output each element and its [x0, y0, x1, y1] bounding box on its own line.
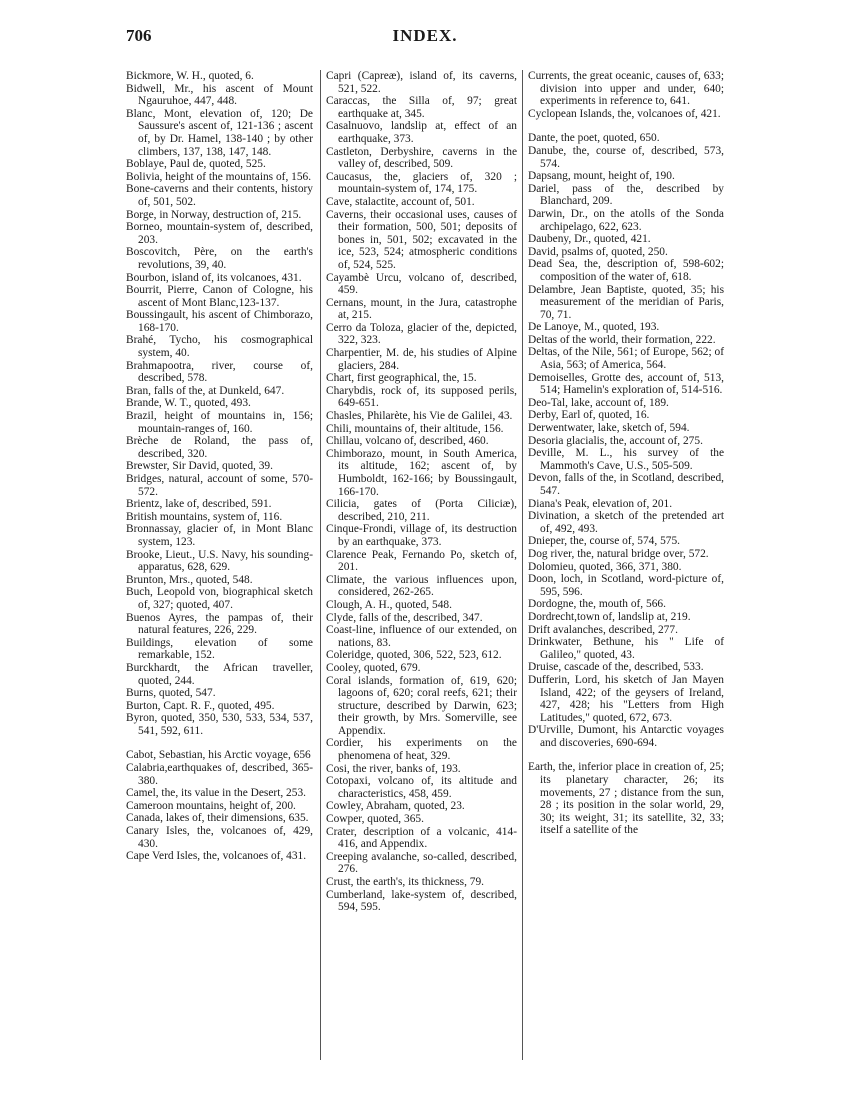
- index-entry: Cosi, the river, banks of, 193.: [326, 762, 461, 775]
- index-entry: Chart, first geographical, the, 15.: [326, 372, 477, 385]
- index-entry: Cilicia, gates of (Porta Ciliciæ), described, 210, 211.: [326, 498, 517, 523]
- index-entry: Burckhardt, the African traveller, quoted, 244.: [126, 661, 313, 687]
- index-entry: Caverns, their occasional uses, causes of their formation, 500, 501; deposits of bones in, 501, 502; excavated in the ice, 523, 524; atmospheric conditions of, 524, 525.: [326, 208, 517, 271]
- index-entry: Deville, M. L., his survey of the Mammoth's Cave, U.S., 505-509.: [528, 447, 724, 472]
- index-entry: Cave, stalactite, account of, 501.: [326, 195, 475, 208]
- index-entry: Brientz, lake of, described, 591.: [126, 498, 272, 511]
- index-entry: Cordier, his experiments on the phenomena of heat, 329.: [326, 737, 517, 763]
- index-entry: Brèche de Roland, the pass of, described, 320.: [126, 435, 313, 460]
- index-entry: Doon, loch, in Scotland, word-picture of, 595, 596.: [528, 573, 724, 598]
- index-entry: Caucasus, the, glaciers of, 320 ; mountain-system of, 174, 175.: [326, 170, 517, 196]
- index-entry: Dog river, the, natural bridge over, 572.: [528, 547, 709, 560]
- index-entry: Cooley, quoted, 679.: [326, 661, 421, 674]
- index-entry: David, psalms of, quoted, 250.: [528, 245, 668, 258]
- index-entry: Charybdis, rock of, its supposed perils, 649-651.: [326, 384, 517, 410]
- page-header: [0, 26, 850, 50]
- index-entry: Calabria,earthquakes of, described, 365-380.: [126, 762, 313, 787]
- index-entry: Drift avalanches, described, 277.: [528, 623, 678, 636]
- index-entry: Cayambè Urcu, volcano of, described, 459.: [326, 271, 517, 297]
- index-entry: Climate, the various influences upon, considered, 262-265.: [326, 573, 517, 599]
- index-entry: Bourbon, island of, its volcanoes, 431.: [126, 271, 302, 284]
- index-entry: Coral islands, formation of, 619, 620; lagoons of, 620; coral reefs, 621; their structure, described by Darwin, 623; their growth, by Mrs. Somerville, see Appendix.: [326, 674, 517, 737]
- index-entry: Brewster, Sir David, quoted, 39.: [126, 460, 273, 473]
- index-entry: Currents, the great oceanic, causes of, 633; division into upper and under, 640; experiments in reference to, 641.: [528, 70, 724, 108]
- index-entry: Clarence Peak, Fernando Po, sketch of, 201.: [326, 548, 517, 574]
- index-entry: Canada, lakes of, their dimensions, 635.: [126, 812, 309, 825]
- index-entry: Bran, falls of the, at Dunkeld, 647.: [126, 384, 285, 397]
- index-entry: Capri (Capreæ), island of, its caverns, 521, 522.: [326, 70, 517, 95]
- index-entry: Dnieper, the, course of, 574, 575.: [528, 535, 681, 548]
- index-entry: Brunton, Mrs., quoted, 548.: [126, 573, 253, 586]
- index-entry: Camel, the, its value in the Desert, 253.: [126, 787, 306, 800]
- index-entry: Cumberland, lake-system of, described, 594, 595.: [326, 888, 517, 914]
- index-entry: Demoiselles, Grotte des, account of, 513, 514; Hamelin's exploration of, 514-516.: [528, 371, 724, 397]
- index-entry: Cowper, quoted, 365.: [326, 813, 424, 826]
- index-entry: Dead Sea, the, description of, 598-602; composition of the water of, 618.: [528, 258, 724, 283]
- index-entry: Brahmapootra, river, course of, described, 578.: [126, 359, 313, 385]
- index-entry: Buenos Ayres, the pampas of, their natural features, 226, 229.: [126, 611, 313, 637]
- index-entry: Clyde, falls of the, described, 347.: [326, 611, 483, 624]
- index-column-3: [528, 70, 724, 837]
- index-entry: Casalnuovo, landslip at, effect of an earthquake, 373.: [326, 120, 517, 145]
- index-entry: Borneo, mountain-system of, described, 203.: [126, 221, 313, 246]
- index-entry: Deo-Tal, lake, account of, 189.: [528, 396, 669, 409]
- index-entry: Drinkwater, Bethune, his " Life of Galileo," quoted, 43.: [528, 636, 724, 661]
- index-entry: Dordrecht,town of, landslip at, 219.: [528, 610, 691, 623]
- index-entry: Chili, mountains of, their altitude, 156.: [326, 422, 504, 435]
- index-entry: Borge, in Norway, destruction of, 215.: [126, 208, 302, 221]
- column-divider: [320, 70, 321, 1060]
- index-entry: Dufferin, Lord, his sketch of Jan Mayen Island, 422; of the geysers of Ireland, 427, 428; his "Letters from High Latitudes," quoted, 672, 673.: [528, 673, 724, 724]
- index-entry: Bronnassay, glacier of, in Mont Blanc system, 123.: [126, 523, 313, 548]
- index-column-2: [326, 70, 517, 914]
- index-entry: Cowley, Abraham, quoted, 23.: [326, 800, 465, 813]
- index-entry: Burton, Capt. R. F., quoted, 495.: [126, 699, 275, 712]
- index-entry: Bidwell, Mr., his ascent of Mount Ngauruhoe, 447, 448.: [126, 82, 313, 108]
- index-entry: Brahé, Tycho, his cosmographical system, 40.: [126, 334, 313, 360]
- index-entry: Charpentier, M. de, his studies of Alpine glaciers, 284.: [326, 347, 517, 372]
- index-entry: Coast-line, influence of our extended, on nations, 83.: [326, 624, 517, 649]
- index-entry: Brooke, Lieut., U.S. Navy, his sounding-apparatus, 628, 629.: [126, 548, 313, 574]
- index-entry: Canary Isles, the, volcanoes of, 429, 430.: [126, 825, 313, 850]
- index-entry: Delambre, Jean Baptiste, quoted, 35; his measurement of the meridian of Paris, 70, 71.: [528, 283, 724, 321]
- index-entry: Boscovitch, Père, on the earth's revolutions, 39, 40.: [126, 246, 313, 271]
- index-entry: Desoria glacialis, the, account of, 275.: [528, 434, 703, 447]
- index-entry: Cinque-Frondi, village of, its destruction by an earthquake, 373.: [326, 523, 517, 548]
- index-entry: Bridges, natural, account of some, 570-572.: [126, 473, 313, 498]
- index-entry: Dante, the poet, quoted, 650.: [528, 132, 660, 145]
- index-entry: Cameroon mountains, height of, 200.: [126, 799, 296, 812]
- index-entry: Dordogne, the, mouth of, 566.: [528, 598, 666, 611]
- index-entry: Bourrit, Pierre, Canon of Cologne, his ascent of Mont Blanc,123-137.: [126, 284, 313, 309]
- index-entry: Bolivia, height of the mountains of, 156.: [126, 170, 312, 183]
- index-entry: Cernans, mount, in the Jura, catastrophe at, 215.: [326, 296, 517, 322]
- index-entry: Boussingault, his ascent of Chimborazo, 168-170.: [126, 309, 313, 334]
- index-entry: Chillau, volcano of, described, 460.: [326, 435, 489, 448]
- index-entry: Coleridge, quoted, 306, 522, 523, 612.: [326, 649, 502, 662]
- index-entry: Burns, quoted, 547.: [126, 687, 216, 700]
- index-entry: Buch, Leopold von, biographical sketch of, 327; quoted, 407.: [126, 586, 313, 611]
- index-entry: Brazil, height of mountains in, 156; mountain-ranges of, 160.: [126, 410, 313, 435]
- index-entry: Darwin, Dr., on the atolls of the Sonda archipelago, 622, 623.: [528, 207, 724, 233]
- column-divider: [522, 70, 523, 1060]
- index-entry: Crust, the earth's, its thickness, 79.: [326, 876, 485, 888]
- index-entry: Dariel, pass of the, described by Blanchard, 209.: [528, 182, 724, 208]
- index-entry: Dolomieu, quoted, 366, 371, 380.: [528, 560, 682, 573]
- index-entry: Deltas, of the Nile, 561; of Europe, 562; of Asia, 563; of America, 564.: [528, 346, 724, 372]
- index-entry: Earth, the, inferior place in creation of, 25; its planetary character, 26; its movements, 27 ; distance from the sun, 28 ; its position in the solar world, 29, 30; its weight, 31; its satellite, 32, 33; itself a satellite of the: [528, 761, 724, 837]
- index-entry: Cotopaxi, volcano of, its altitude and characteristics, 458, 459.: [326, 775, 517, 800]
- index-entry: Cerro da Toloza, glacier of the, depicted, 322, 323.: [326, 321, 517, 347]
- index-entry: Derwentwater, lake, sketch of, 594.: [528, 422, 690, 435]
- index-entry: Bickmore, W. H., quoted, 6.: [126, 70, 254, 82]
- index-column-1: [126, 70, 313, 863]
- index-entry: Danube, the, course of, described, 573, 574.: [528, 144, 724, 170]
- index-entry: Daubeny, Dr., quoted, 421.: [528, 233, 651, 246]
- index-entry: Dapsang, mount, height of, 190.: [528, 170, 675, 183]
- index-entry: Divination, a sketch of the pretended art of, 492, 493.: [528, 510, 724, 535]
- index-entry: Cyclopean Islands, the, volcanoes of, 421.: [528, 107, 721, 120]
- index-entry: Byron, quoted, 350, 530, 533, 534, 537, 541, 592, 611.: [126, 712, 313, 737]
- index-entry: Brande, W. T., quoted, 493.: [126, 397, 251, 410]
- index-entry: Crater, description of a volcanic, 414-416, and Appendix.: [326, 825, 517, 851]
- index-entry: Cape Verd Isles, the, volcanoes of, 431.: [126, 850, 307, 863]
- index-entry: Derby, Earl of, quoted, 16.: [528, 409, 650, 422]
- index-entry: Clough, A. H., quoted, 548.: [326, 598, 452, 611]
- index-entry: Boblaye, Paul de, quoted, 525.: [126, 158, 266, 171]
- index-entry: Castleton, Derbyshire, caverns in the valley of, described, 509.: [326, 145, 517, 171]
- index-entry: Chasles, Philarète, his Vie de Galilei, 43.: [326, 410, 513, 423]
- index-entry: Bone-caverns and their contents, history of, 501, 502.: [126, 183, 313, 208]
- index-entry: Blanc, Mont, elevation of, 120; De Saussure's ascent of, 121-136 ; ascent of, by Dr. Hamel, 138-140 ; by other climbers, 137, 138, 147, 148.: [126, 107, 313, 158]
- index-entry: Caraccas, the Silla of, 97; great earthquake at, 345.: [326, 95, 517, 120]
- index-entry: British mountains, system of, 116.: [126, 510, 283, 523]
- index-entry: Druise, cascade of the, described, 533.: [528, 661, 704, 674]
- index-entry: Deltas of the world, their formation, 222.: [528, 333, 716, 346]
- index-entry: Cabot, Sebastian, his Arctic voyage, 656: [126, 749, 311, 762]
- index-entry: Chimborazo, mount, in South America, its altitude, 162; ascent of, by Humboldt, 162-166; by Boussingault, 166-170.: [326, 447, 517, 498]
- index-entry: D'Urville, Dumont, his Antarctic voyages and discoveries, 690-694.: [528, 724, 724, 749]
- index-entry: Buildings, elevation of some remarkable, 152.: [126, 636, 313, 662]
- page-number: 706: [126, 26, 152, 45]
- index-entry: De Lanoye, M., quoted, 193.: [528, 321, 660, 334]
- index-entry: Devon, falls of the, in Scotland, described, 547.: [528, 472, 724, 497]
- index-entry: Diana's Peak, elevation of, 201.: [528, 497, 673, 510]
- index-entry: Creeping avalanche, so-called, described, 276.: [326, 850, 517, 876]
- running-head: INDEX.: [392, 26, 458, 45]
